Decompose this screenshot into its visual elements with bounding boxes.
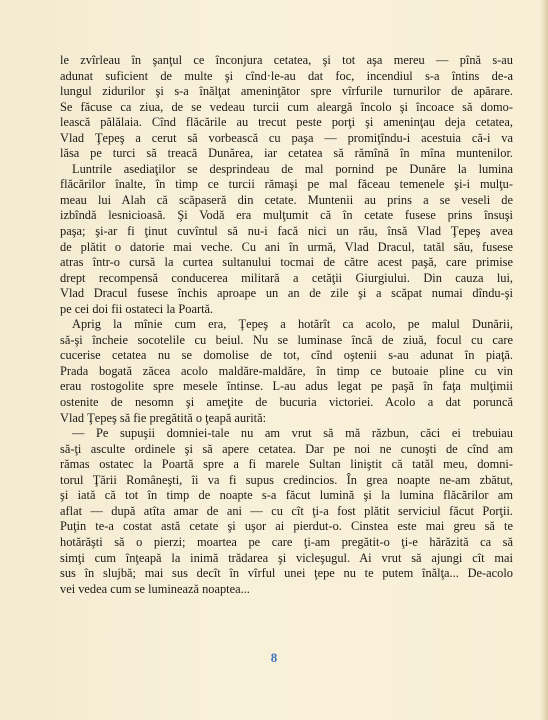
text-line: de plătit o datorie mai veche. Cu ani în urmă, Vlad Dracul, tatăl său, fusese (60, 239, 513, 254)
paragraph-1 (60, 53, 513, 162)
text-line: pe cei doi fii ostateci la Poartă. (60, 301, 214, 316)
text-line: Vlad Ţepeş a cerut să vorbească cu paşa — promiţîndu-i acestuia că-i va (60, 130, 513, 145)
paragraph-4 (60, 426, 513, 597)
text-line: meau lui Alah că scăpaseră din cetate. Muntenii au prins a se veseli de (60, 192, 513, 207)
text-line: torul Ţării Româneşti, îi va fi supus credincios. În grea noapte ne-am zbătut, (60, 472, 513, 487)
body-text (60, 53, 513, 597)
page-edge-shadow (540, 0, 548, 720)
text-line: aflat — după atîta amar de ani — cu cît ţi-a fost plătit serviciul făcut Porţii. (60, 503, 513, 518)
text-line: izbîndă lesnicioasă. Şi Vodă era mulţumit că în cetate fusese prins însuşi (60, 208, 513, 223)
text-line: lungul zidurilor şi s-a înălţat ameninţător spre vîrfurile turnurilor de apărare. (60, 84, 513, 99)
text-line: le zvîrleau în şanţul ce înconjura cetatea, şi tot aşa mereu — pînă s-au (60, 53, 513, 67)
paragraph-2 (60, 162, 513, 317)
text-line: adunat suficient de multe şi cînd·le-au dat foc, incendiul s-a întins de-a (60, 68, 513, 83)
text-line: sus în slujbă; mai sus decît în vîrful unei ţepe nu te putem înălţa... De-acolo (60, 566, 513, 581)
text-line: Vlad Dracul fusese închis aproape un an de zile şi a scăpat numai dîndu-şi (60, 286, 513, 301)
text-line: şi iată că tot în timp de noapte s-a făcut lumină şi la lumina flăcărilor am (60, 488, 513, 503)
text-line: cucerise cetatea nu se domolise de tot, cînd oştenii s-au adunat în piaţă. (60, 348, 513, 363)
text-line: Puţin te-a costat astă cetate şi uşor ai pierdut-o. Cinstea este mai greu să te (60, 519, 513, 534)
text-line: — Pe supuşii domniei-tale nu am vrut să mă răzbun, căci ei trebuiau (72, 426, 513, 441)
paragraph-3 (60, 317, 513, 426)
text-line: rămas ostatec la Poartă spre a fi marele Sultan liniştit că tatăl meu, domni- (60, 457, 513, 472)
text-line: Prada bogată zăcea acolo maldăre-maldăre, în timp ce butoaie pline cu vin (60, 363, 513, 378)
text-line: flăcărilor înalte, în timp ce turcii rămaşi pe mal făceau temenele şi-i mulţu- (60, 177, 513, 192)
text-line: vei vedea cum se luminează noaptea... (60, 581, 250, 596)
text-line: să-şi încheie socotelile cu beiul. Nu se luminase încă de ziuă, focul cu care (60, 332, 513, 347)
text-line: simţi cum înţeapă la inimă trădarea şi vicleşugul. Ai vrut să ajungi cît mai (60, 550, 513, 565)
text-line: drept recompensă conducerea militară a cetăţii Giurgiului. Din cauza lui, (60, 270, 513, 285)
text-line: să-ţi asculte ordinele şi să apere cetatea. Dar pe noi ne cunoşti de cînd am (60, 441, 513, 456)
text-line: Luntrile asediaţilor se desprindeau de mal pornind pe Dunăre la lumina (72, 161, 513, 176)
text-line: erau rostogolite spre mesele întinse. L-au adus legat pe paşă în faţa mulţimii (60, 379, 513, 394)
text-line: ostenite de nesomn şi ameţite de bucuria victoriei. Acolo a dat poruncă (60, 395, 513, 410)
text-line: hotărăşti să o pierzi; moartea pe care ţi-am pregătit-o ţi-e hărăzită ca să (60, 534, 513, 549)
text-line: paşa; şi-ar fi ţinut cuvîntul să nu-i facă nici un rău, însă Vlad Ţepeş avea (60, 224, 513, 239)
text-line: lăsa pe turci să treacă Dunărea, iar cetatea să rămînă în mîna muntenilor. (60, 146, 513, 161)
text-line: lească pălălaia. Cînd flăcările au trecut peste porţi şi ameninţau deja cetatea, (60, 115, 513, 130)
text-line: Vlad Ţepeş să fie pregătită o ţeapă aurită: (60, 410, 267, 425)
page-number: 8 (270, 650, 278, 665)
text-line: atras într-o cursă la curtea sultanului tocmai de către acest paşă, care primise (60, 255, 513, 270)
text-line: Aprig la mînie cum era, Ţepeş a hotărît ca acolo, pe malul Dunării, (72, 317, 513, 332)
text-line: Se făcuse ca ziua, de se vedeau turcii cum aleargă încolo şi încoace să domo- (60, 99, 513, 114)
